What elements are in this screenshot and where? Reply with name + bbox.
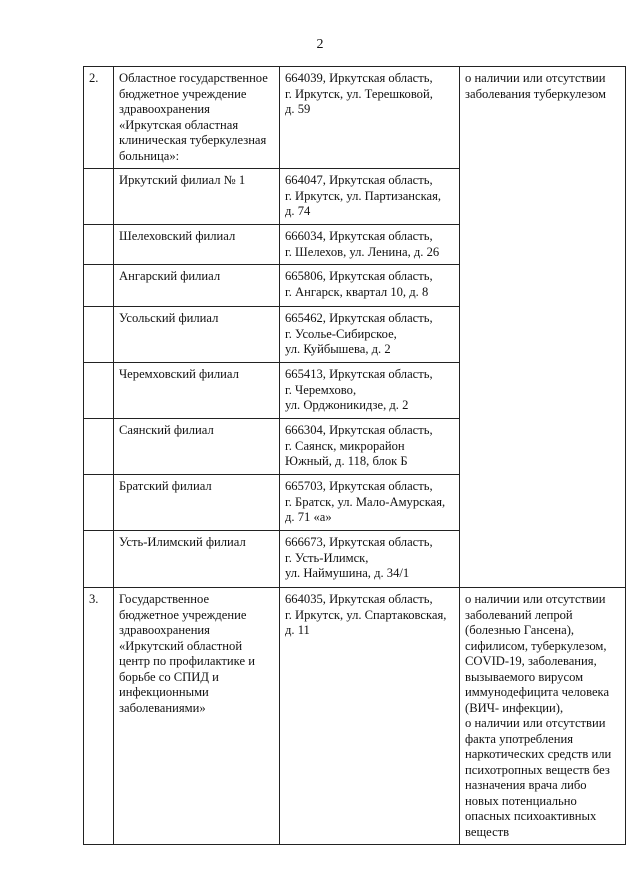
branch-name	[114, 307, 280, 363]
address-line: г. Усть-Илимск,	[285, 550, 369, 565]
note-line: вызываемого вирусом	[465, 669, 584, 684]
branch-name	[114, 475, 280, 531]
address-line: д. 71 «а»	[285, 510, 332, 524]
address-line: Южный, д. 118, блок Б	[285, 454, 408, 468]
branch-address	[280, 475, 460, 531]
branch-name	[114, 169, 280, 225]
institution-name	[114, 588, 280, 845]
row-number-empty	[84, 475, 114, 531]
name-line: Усть-Илимский филиал	[119, 535, 246, 549]
note-line: назначения врача либо	[465, 778, 587, 792]
branch-name	[114, 363, 280, 419]
note-line: (ВИЧ- инфекции),	[465, 700, 564, 715]
address-line: г. Саянск, микрорайон	[285, 438, 405, 453]
address-line: ул. Орджоникидзе, д. 2	[285, 398, 409, 412]
address-line: 664039, Иркутская область,	[285, 71, 433, 85]
name-line: Саянский филиал	[119, 423, 214, 437]
address-line: д. 74	[285, 204, 311, 218]
name-line: больница»:	[119, 148, 180, 163]
name-line: «Иркутский областной	[119, 638, 243, 653]
note-line: о наличии или отсутствии	[465, 71, 606, 85]
note-line: заболевания туберкулезом	[465, 86, 607, 101]
institution-address	[280, 67, 460, 169]
name-line: бюджетное учреждение	[119, 607, 247, 622]
note-line: о наличии или отсутствии	[465, 716, 606, 730]
name-line: здравоохранения	[119, 102, 210, 116]
branch-address	[280, 531, 460, 588]
address-line: ул. Куйбышева, д. 2	[285, 342, 391, 356]
name-line: клиническая туберкулезная	[119, 133, 267, 147]
address-line: г. Усолье-Сибирское,	[285, 326, 397, 341]
name-line: Черемховский филиал	[119, 367, 239, 381]
table-row	[84, 67, 626, 169]
branch-address	[280, 169, 460, 225]
name-line: бюджетное учреждение	[119, 86, 247, 101]
examination-note	[460, 588, 626, 845]
branch-address	[280, 419, 460, 475]
address-line: д. 11	[285, 623, 310, 637]
address-line: д. 59	[285, 102, 311, 116]
address-line: 665413, Иркутская область,	[285, 367, 433, 381]
address-line: ул. Наймушина, д. 34/1	[285, 566, 410, 580]
institution-name	[114, 67, 280, 169]
branch-address	[280, 265, 460, 307]
note-line: о наличии или отсутствии	[465, 592, 606, 606]
examination-note	[460, 67, 626, 588]
address-line: г. Иркутск, ул. Спартаковская,	[285, 607, 447, 622]
address-line: г. Шелехов, ул. Ленина, д. 26	[285, 244, 440, 259]
address-line: 665806, Иркутская область,	[285, 269, 433, 283]
note-line: наркотических средств или	[465, 747, 612, 761]
name-line: Усольский филиал	[119, 311, 219, 325]
row-number-empty	[84, 225, 114, 265]
branch-name	[114, 419, 280, 475]
address-line: 665703, Иркутская область,	[285, 479, 433, 493]
row-number-text: 3.	[89, 592, 99, 606]
note-line: новых потенциально	[465, 793, 577, 808]
institution-address	[280, 588, 460, 845]
address-line: 666034, Иркутская область,	[285, 229, 433, 243]
address-line: г. Иркутск, ул. Партизанская,	[285, 188, 442, 203]
row-number	[84, 67, 114, 169]
name-line: Областное государственное	[119, 71, 268, 85]
branch-address	[280, 363, 460, 419]
address-line: 666673, Иркутская область,	[285, 535, 433, 549]
name-line: инфекционными	[119, 685, 209, 699]
address-line: г. Ангарск, квартал 10, д. 8	[285, 284, 429, 299]
address-line: г. Иркутск, ул. Терешковой,	[285, 86, 433, 101]
branch-name	[114, 265, 280, 307]
name-line: Братский филиал	[119, 479, 212, 493]
branch-name	[114, 225, 280, 265]
branch-address	[280, 307, 460, 363]
name-line: «Иркутская областная	[119, 117, 239, 132]
note-line: сифилисом, туберкулезом,	[465, 638, 607, 653]
address-line: г. Черемхово,	[285, 382, 357, 397]
row-number-empty	[84, 265, 114, 307]
name-line: Шелеховский филиал	[119, 229, 236, 243]
name-line: центр по профилактике и	[119, 654, 255, 668]
row-number-empty	[84, 307, 114, 363]
address-line: 666304, Иркутская область,	[285, 423, 433, 437]
address-line: 664047, Иркутская область,	[285, 173, 433, 187]
row-number-empty	[84, 419, 114, 475]
note-line: факта употребления	[465, 731, 574, 746]
name-line: борьбе со СПИД и	[119, 669, 219, 684]
note-line: иммунодефицита человека	[465, 685, 610, 699]
note-line: COVID-19, заболевания,	[465, 654, 597, 668]
note-line: опасных психоактивных	[465, 809, 597, 823]
name-line: Иркутский филиал № 1	[119, 173, 246, 187]
row-number-empty	[84, 363, 114, 419]
name-line: Ангарский филиал	[119, 269, 221, 283]
note-line: заболеваний лепрой	[465, 607, 573, 622]
branch-name	[114, 531, 280, 588]
row-number-empty	[84, 169, 114, 225]
address-line: г. Братск, ул. Мало-Амурская,	[285, 494, 446, 509]
row-number-empty	[84, 531, 114, 588]
note-line: (болезнью Гансена),	[465, 623, 575, 637]
row-number	[84, 588, 114, 845]
note-line: психотропных веществ без	[465, 762, 610, 777]
note-line: веществ	[465, 824, 510, 839]
name-line: Государственное	[119, 592, 210, 606]
table-row	[84, 588, 626, 845]
medical-institutions-table	[83, 66, 626, 845]
row-number-text: 2.	[89, 71, 99, 85]
page-number: 2	[316, 37, 324, 52]
address-line: 665462, Иркутская область,	[285, 311, 433, 325]
name-line: заболеваниями»	[119, 700, 206, 715]
address-line: 664035, Иркутская область,	[285, 592, 433, 606]
name-line: здравоохранения	[119, 623, 210, 637]
branch-address	[280, 225, 460, 265]
